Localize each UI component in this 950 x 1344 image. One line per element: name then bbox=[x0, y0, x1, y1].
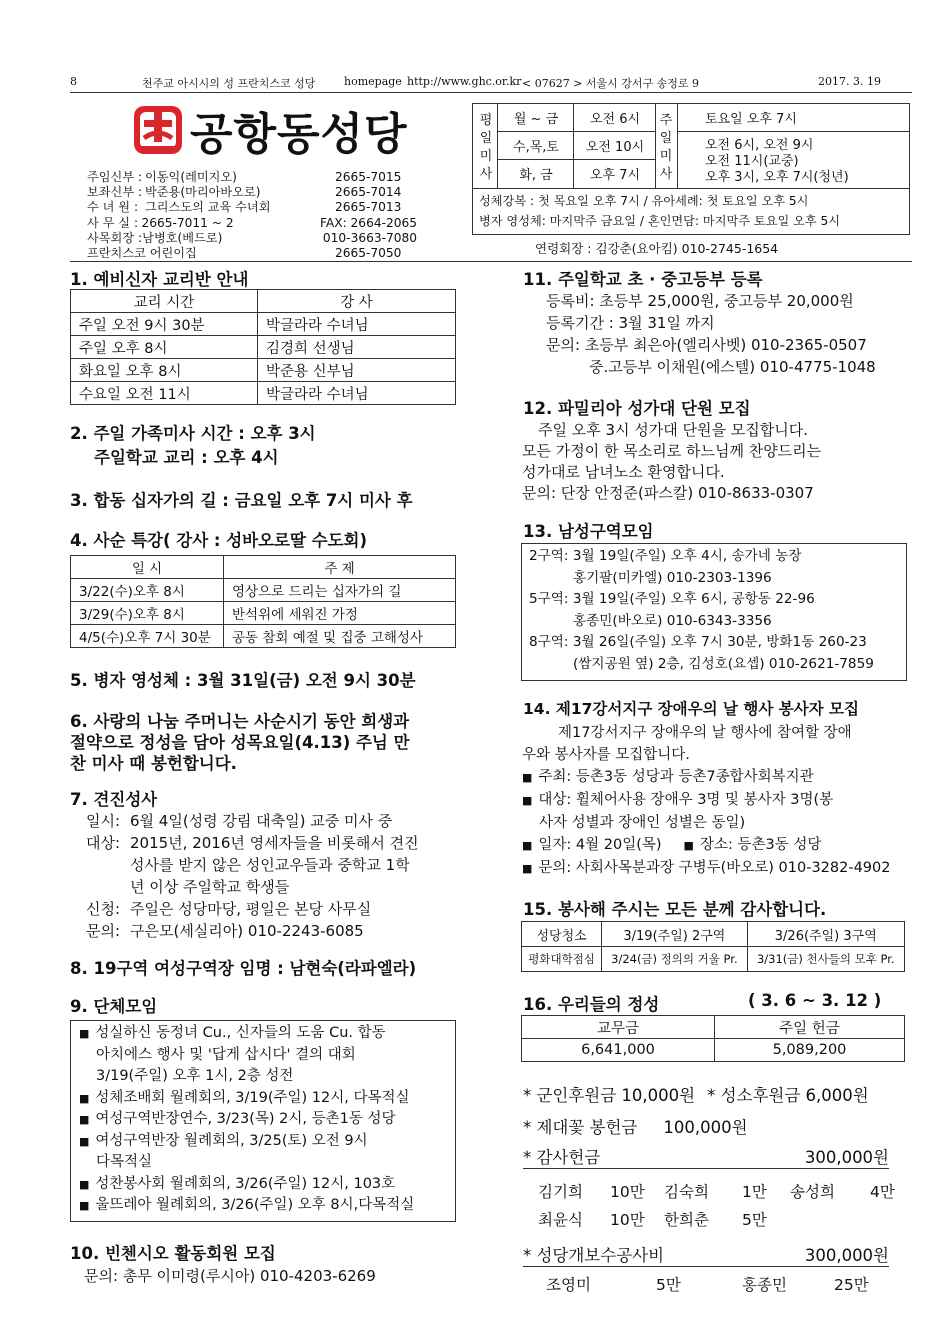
catechism-table bbox=[70, 289, 456, 405]
table-cell: 박준용 신부님 bbox=[258, 359, 456, 382]
section-title: 14. 제17강서지구 장애우의 날 행사 봉사자 모집 bbox=[523, 700, 859, 718]
choir-details: 주일 오후 3시 성가대 단원을 모집합니다. 모든 가정이 한 목소리로 하느님께 찬양드리는 성가대로 남녀노소 환영합니다. 문의: 단장 안정준(파스칼) 010-8633-0307 bbox=[522, 421, 822, 502]
sunday-time: 오전 6시, 오전 9시 bbox=[705, 138, 814, 153]
page-number: 8 bbox=[70, 75, 77, 88]
mass-notes: 성체강복 : 첫 목요일 오후 7시 / 유아세례: 첫 토요일 오후 5시 bbox=[479, 194, 809, 208]
table-row bbox=[71, 579, 456, 602]
sunday-time: 오후 3시, 오후 7시(청년) bbox=[705, 170, 849, 185]
section-title: 3. 합동 십자가의 길 : 금요일 오후 7시 미사 후 bbox=[70, 491, 413, 510]
sunday-time: 토요일 오후 7시 bbox=[705, 112, 797, 127]
list-item: ■ 대상: 휠체어사용 장애우 3명 및 봉사자 3명(봉 bbox=[522, 789, 890, 812]
table-cell: 박글라라 수녀님 bbox=[258, 382, 456, 405]
section-title: 15. 봉사해 주시는 모든 분께 감사합니다. bbox=[523, 900, 827, 919]
mass-schedule bbox=[472, 103, 910, 235]
section-title: 4. 사순 특강( 강사 : 성바오로딸 수도회) bbox=[70, 531, 368, 550]
table-cell: 4/5(수)오후 7시 30분 bbox=[71, 625, 224, 648]
staff-role: 사 무 실 : bbox=[87, 215, 139, 230]
mass-notes: 병자 영성체: 마지막주 금요일 / 혼인면담: 마지막주 토요일 오후 5시 bbox=[479, 214, 841, 228]
repair-donors: 조영미 5만 홍종민 25만 bbox=[546, 1276, 869, 1294]
section-subtitle: 주일학교 교리 : 오후 4시 bbox=[94, 448, 279, 467]
staff-name: 박준용(마리아바오로) bbox=[145, 185, 261, 200]
weekday-mass-label: 평일미사 bbox=[479, 113, 493, 182]
list-item: ■ 성실하신 동정녀 Cu., 신자들의 도움 Cu. 합동 bbox=[79, 1023, 414, 1045]
table-header: 교무금 bbox=[522, 1016, 715, 1039]
donation-line: * 제대꽃 봉헌금 100,000원 bbox=[523, 1118, 748, 1137]
table-row bbox=[71, 359, 456, 382]
section-title: 9. 단체모임 bbox=[70, 997, 158, 1016]
table-row bbox=[522, 1039, 905, 1062]
table-cell: 5,089,200 bbox=[715, 1039, 905, 1062]
table-row bbox=[522, 947, 905, 972]
sunday-school-details: 등록비: 초등부 25,000원, 중고등부 20,000원 등록기간 : 3월 31일 까지 문의: 초등부 최은아(엘리사벳) 010-2365-0507 중.고등부 이채원(에스텔) 010-4775-1048 bbox=[546, 292, 876, 376]
staff-role: 프란치스코 어린이집 bbox=[87, 246, 197, 261]
list-item: ■ 울뜨레아 월례회의, 3/26(주일) 오후 8시,다목적실 bbox=[79, 1195, 414, 1217]
section-title: 12. 파밀리아 성가대 단원 모집 bbox=[523, 399, 751, 418]
table-cell: 화요일 오후 8시 bbox=[71, 359, 258, 382]
staff-role: 주임신부 : bbox=[87, 170, 143, 184]
staff-phone: 2665-7050 bbox=[335, 246, 402, 261]
table-cell: 3/19(주일) 2구역 bbox=[602, 922, 747, 947]
table-row bbox=[71, 336, 456, 359]
section-text: 찬 미사 때 봉헌합니다. bbox=[70, 754, 237, 773]
table-cell: 3/24(금) 정의의 거울 Pr. bbox=[602, 947, 747, 972]
staff-row bbox=[87, 231, 417, 246]
offering-period: ( 3. 6 ~ 3. 12 ) bbox=[748, 991, 882, 1010]
staff-row bbox=[87, 170, 417, 185]
list-item: ■ 주최: 등촌3동 성당과 등촌7종합사회복지관 bbox=[522, 766, 890, 789]
offering-table bbox=[521, 1015, 905, 1062]
table-cell: 수요일 오전 11시 bbox=[71, 382, 258, 405]
homepage-link[interactable]: http://www.ghc.or.kr bbox=[407, 75, 522, 88]
staff-role: 보좌신부 : bbox=[87, 185, 143, 200]
list-item: ■ 성찬봉사회 월례회의, 3/26(주일) 12시, 103호 bbox=[79, 1174, 414, 1196]
staff-list bbox=[87, 170, 417, 261]
section-text: 절약으로 정성을 담아 성목요일(4.13) 주님 만 bbox=[70, 733, 410, 752]
section-title: 1. 예비신자 교리반 안내 bbox=[70, 270, 249, 289]
table-cell: 3/22(수)오후 8시 bbox=[71, 579, 224, 602]
parish-line: 천주교 아시시의 성 프란치스코 성당 bbox=[142, 77, 316, 90]
church-name: 공항동성당 bbox=[190, 109, 408, 160]
list-item: ■ 성체조배회 월례회의, 3/19(주일) 12시, 다목적실 bbox=[79, 1088, 414, 1110]
list-item: ■ 장소: 등촌3동 성당 bbox=[684, 837, 822, 853]
weekday-time: 오후 7시 bbox=[589, 168, 641, 183]
address: < 07627 > 서울시 강서구 송정로 9 bbox=[522, 77, 700, 90]
funeral-contact: 연령회장 : 김강춘(요아킴) 010-2745-1654 bbox=[535, 241, 779, 256]
section-title: 10. 빈첸시오 활동회원 모집 bbox=[70, 1244, 276, 1263]
table-cell: 성당청소 bbox=[522, 922, 602, 947]
list-item: 5구역: 3월 19일(주일) 오후 6시, 공항동 22-96 bbox=[529, 591, 815, 607]
list-item: ■ 일자: 4월 20일(목) bbox=[522, 837, 662, 853]
table-row bbox=[522, 922, 905, 947]
table-cell: 공동 참회 예절 및 집중 고해성사 bbox=[224, 625, 456, 648]
staff-role: 사목회장 : bbox=[87, 230, 143, 245]
list-item: ■ 문의: 사회사목분과장 구병두(바오로) 010-3282-4902 bbox=[522, 857, 890, 880]
section-title: 6. 사랑의 나눔 주머니는 사순시기 동안 희생과 bbox=[70, 712, 410, 731]
table-cell: 6,641,000 bbox=[522, 1039, 715, 1062]
thanks-table bbox=[521, 921, 905, 972]
staff-name: 2665-7011 ~ 2 bbox=[141, 215, 234, 230]
staff-phone: 2665-7013 bbox=[335, 200, 402, 215]
list-item: 2구역: 3월 19일(주일) 오후 4시, 송가네 농장 bbox=[529, 548, 802, 564]
table-cell: 주일 오후 8시 bbox=[71, 336, 258, 359]
staff-phone: 010-3663-7080 bbox=[322, 230, 417, 245]
section-title: 16. 우리들의 정성 bbox=[523, 995, 660, 1014]
page-header bbox=[70, 72, 912, 93]
staff-phone: 2665-7015 bbox=[335, 170, 402, 184]
homepage-label: homepage bbox=[344, 75, 402, 88]
weekday-day: 수,목,토 bbox=[513, 140, 559, 155]
table-header: 강 사 bbox=[258, 290, 456, 313]
volunteer-details: 제17강서지구 장애우의 날 행사에 참여할 장애 우와 봉사자를 모집합니다. ■ 주최: 등촌3동 성당과 등촌7종합사회복지관 ■ 대상: 휠체어사용 장애우 3명 및 봉사자 3명(봉 사자 성별과 장애인 성별은 동일) ■ 일자: 4월 20일(목)■ 장소: 등촌3동 성당 ■ 문의: 사회사목분과장 구병두(바오로) 010-3282-4902 bbox=[522, 722, 890, 880]
table-cell: 3/26(주일) 3구역 bbox=[747, 922, 904, 947]
weekday-day: 화, 금 bbox=[519, 168, 553, 183]
section-title: 13. 남성구역모임 bbox=[523, 522, 654, 541]
table-row bbox=[71, 625, 456, 648]
sunday-time: 오전 11시(교중) bbox=[705, 154, 799, 169]
issue-date: 2017. 3. 19 bbox=[818, 75, 881, 88]
weekday-time: 오전 6시 bbox=[589, 112, 641, 127]
section-title: 8. 19구역 여성구역장 임명 : 남현숙(라파엘라) bbox=[70, 959, 417, 978]
staff-row bbox=[87, 200, 417, 215]
list-item: 8구역: 3월 26일(주일) 오후 7시 30분, 방화1동 260-23 bbox=[529, 634, 867, 650]
table-cell: 주일 오전 9시 30분 bbox=[71, 313, 258, 336]
table-header: 주 제 bbox=[224, 556, 456, 579]
staff-name: 이동익(레미지오) bbox=[145, 170, 237, 184]
list-item: ■ 여성구역반장 월례회의, 3/25(토) 오전 9시 bbox=[79, 1131, 414, 1153]
list-item: ■ 여성구역반장연수, 3/23(목) 2시, 등촌1동 성당 bbox=[79, 1109, 414, 1131]
sunday-mass-label: 주일미사 bbox=[659, 113, 673, 182]
table-header: 주일 헌금 bbox=[715, 1016, 905, 1039]
table-row bbox=[71, 382, 456, 405]
section-title: 7. 견진성사 bbox=[70, 790, 158, 809]
thanks-offering-header: * 감사헌금 300,000원 bbox=[523, 1144, 889, 1169]
table-cell: 3/29(수)오후 8시 bbox=[71, 602, 224, 625]
table-cell: 영상으로 드리는 십자가의 길 bbox=[224, 579, 456, 602]
thanks-donors: 김기희 10만 김숙희 1만 송성희 4만 최윤식 10만 한희춘 5만 bbox=[538, 1183, 895, 1229]
table-cell: 반석위에 세워진 가정 bbox=[224, 602, 456, 625]
confirmation-details: 일시: 6월 4일(성령 강림 대축일) 교중 미사 중 대상: 2015년, 2016년 영세자들을 비롯해서 견진 성사를 받지 않은 성인교우들과 중학교 1학 년 이상 주일학교 학생들 신청: 주일은 성당마당, 평일은 본당 사무실 문의: 구은모(세실리아) 010-2243-6085 bbox=[86, 812, 419, 940]
staff-phone: FAX: 2664-2065 bbox=[320, 215, 417, 230]
staff-name: 그리스도의 교육 수녀회 bbox=[145, 200, 271, 215]
table-header: 일 시 bbox=[71, 556, 224, 579]
table-cell: 박글라라 수녀님 bbox=[258, 313, 456, 336]
table-cell: 평화대학점심 bbox=[522, 947, 602, 972]
section-title: 5. 병자 영성체 : 3월 31일(금) 오전 9시 30분 bbox=[70, 671, 416, 690]
staff-name: 남병호(베드로) bbox=[142, 230, 223, 245]
section-text: 문의: 총무 이미령(루시아) 010-4203-6269 bbox=[84, 1267, 376, 1285]
staff-row bbox=[87, 246, 417, 261]
table-header: 교리 시간 bbox=[71, 290, 258, 313]
repair-fund-header: * 성당개보수공사비 300,000원 bbox=[523, 1242, 889, 1267]
weekday-time: 오전 10시 bbox=[585, 140, 645, 155]
table-cell: 김경희 선생님 bbox=[258, 336, 456, 359]
section-title: 2. 주일 가족미사 시간 : 오후 3시 bbox=[70, 424, 316, 443]
staff-row bbox=[87, 216, 417, 231]
section-title: 11. 주일학교 초 · 중고등부 등록 bbox=[523, 270, 763, 289]
table-cell: 3/31(금) 천사들의 모후 Pr. bbox=[747, 947, 904, 972]
table-row bbox=[71, 313, 456, 336]
lecture-table bbox=[70, 555, 456, 648]
table-row bbox=[71, 602, 456, 625]
staff-row bbox=[87, 185, 417, 200]
church-logo-icon bbox=[132, 104, 184, 156]
mens-group-box: 2구역: 3월 19일(주일) 오후 4시, 송가네 농장 홍기팔(미카엘) 010-2303-1396 5구역: 3월 19일(주일) 오후 6시, 공항동 22-96 홍종민(바오로) 010-6343-3356 8구역: 3월 26일(주일) 오후 7시 30분, 방화1동 260-23 (쌈지공원 옆) 2층, 김성호(요셉) 010-2621-7859 bbox=[521, 543, 907, 681]
group-meetings-box: ■ 성실하신 동정녀 Cu., 신자들의 도움 Cu. 합동 아치에스 행사 및 '답게 삽시다' 결의 대회 3/19(주일) 오후 1시, 2층 성전 ■ 성체조배회 월례회의, 3/19(주일) 12시, 다목적실 ■ 여성구역반장연수, 3/23(목) 2시, 등촌1동 성당 ■ 여성구역반장 월례회의, 3/25(토) 오전 9시 다목적실 ■ 성찬봉사회 월례회의, 3/26(주일) 12시, 103호 ■ 울뜨레아 월례회의, 3/26(주일) 오후 8시,다목적실 bbox=[70, 1020, 456, 1222]
staff-role: 수 녀 원 : bbox=[87, 200, 139, 215]
donation-line: * 군인후원금 10,000원 * 성소후원금 6,000원 bbox=[523, 1086, 869, 1105]
staff-phone: 2665-7014 bbox=[335, 185, 402, 200]
weekday-day: 월 ~ 금 bbox=[513, 112, 559, 127]
